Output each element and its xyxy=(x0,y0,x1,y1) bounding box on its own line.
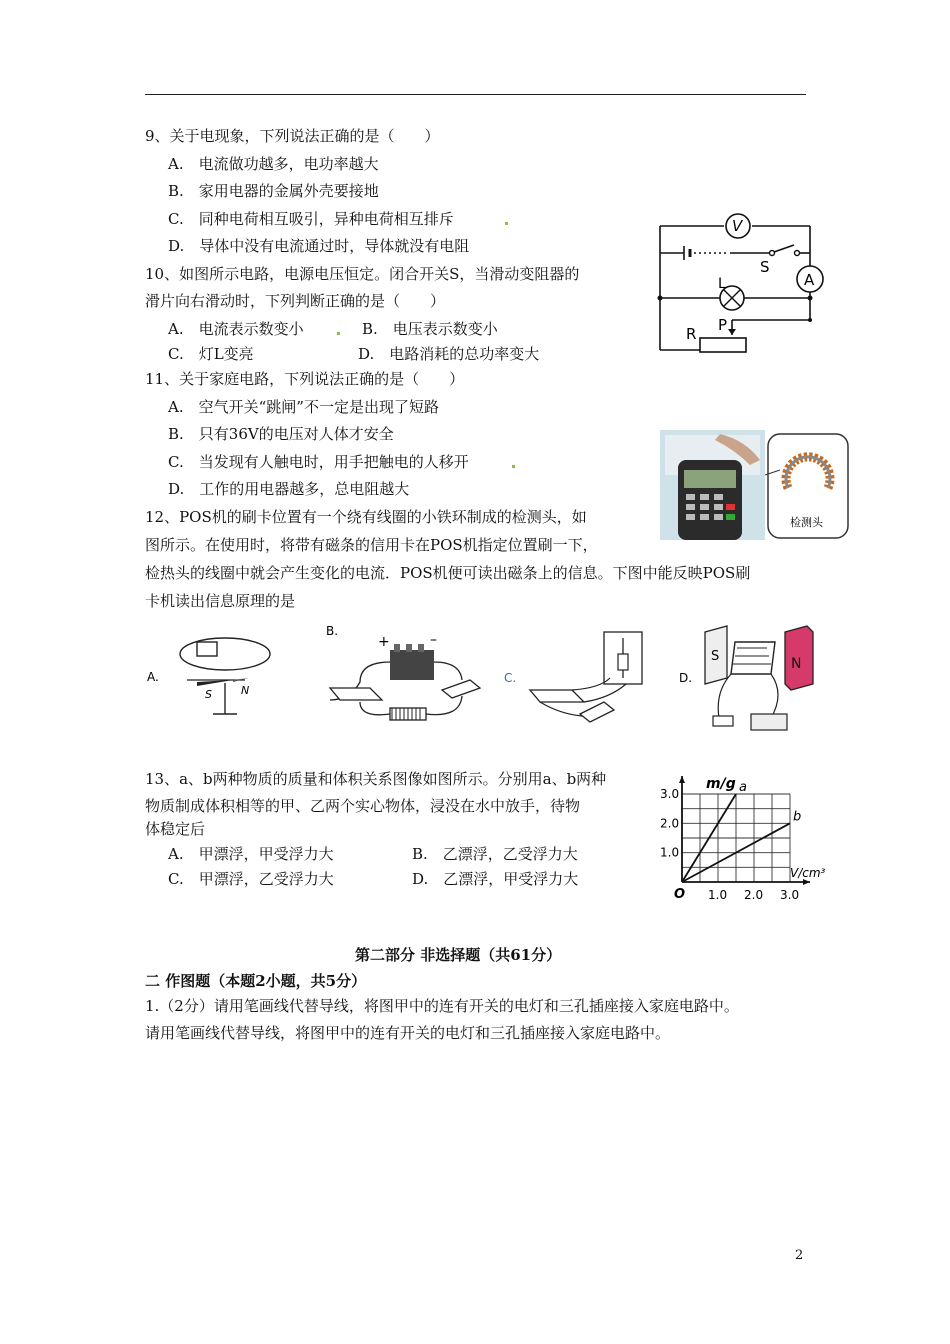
q9-option-c: C. 同种电荷相互吸引，异种电荷相互排斥 xyxy=(168,210,454,228)
q13-line1: 13、a、b两种物质的质量和体积关系图像如图所示。分别用a、b两种 xyxy=(145,770,607,788)
q11-option-c: C. 当发现有人触电时，用手把触电的人移开 xyxy=(168,453,469,471)
scan-dot xyxy=(337,332,340,335)
q13-line3: 体稳定后 xyxy=(145,820,206,838)
lamp-label: L xyxy=(718,276,726,292)
q12-line4: 卡机读出信息原理的是 xyxy=(145,592,296,610)
q12-figure-c-label: C. xyxy=(504,671,517,685)
page-number: 2 xyxy=(795,1248,804,1263)
q12-figure-a xyxy=(145,628,275,728)
part2-title: 第二部分 非选择题（共61分） xyxy=(355,946,562,964)
q12-figure-a-label: A. xyxy=(147,670,159,684)
header-rule xyxy=(145,94,806,95)
svg-text:–: – xyxy=(430,632,437,648)
resistor-label: R xyxy=(686,325,697,343)
q9-option-a: A. 电流做功越多，电功率越大 xyxy=(168,155,379,173)
svg-text:S: S xyxy=(205,688,212,701)
q10-stem-line2: 滑片向右滑动时，下列判断正确的是（ ） xyxy=(145,292,446,310)
q10-option-d: D. 电路消耗的总功率变大 xyxy=(358,345,540,363)
scan-dot xyxy=(505,222,508,225)
q12-figure-d-label: D. xyxy=(679,671,693,685)
pos-detector-label: 检测头 xyxy=(790,516,823,529)
q12-line1: 12、POS机的刷卡位置有一个绕有线圈的小铁环制成的检测头，如 xyxy=(145,508,587,526)
slider-label: P xyxy=(718,316,728,334)
svg-text:N: N xyxy=(241,684,250,697)
part2-q1-line2: 请用笔画线代替导线，将图甲中的连有开关的电灯和三孔插座接入家庭电路中。 xyxy=(145,1024,671,1042)
chart-grid xyxy=(682,794,790,882)
ammeter-label: A xyxy=(804,271,815,289)
chart-origin-label: O xyxy=(674,887,686,902)
q12-line2: 图所示。在使用时，将带有磁条的信用卡在POS机指定位置刷一下， xyxy=(145,536,598,554)
y-axis-arrow xyxy=(679,776,685,783)
q11-option-a: A. 空气开关“跳闸”不一定是出现了短路 xyxy=(168,398,439,416)
q13-line2: 物质制成体积相等的甲、乙两个实心物体，浸没在水中放手，待物 xyxy=(145,797,581,815)
series-label-a: a xyxy=(739,780,747,795)
q10-option-c: C. 灯L变亮 xyxy=(168,345,254,363)
voltmeter-label: V xyxy=(732,217,743,235)
magnet-s-label: S xyxy=(711,649,720,664)
q12-figure-b xyxy=(320,622,485,740)
q12-line3: 检热头的线圈中就会产生变化的电流．POS机便可读出磁条上的信息。下图中能反映POS刷 xyxy=(145,564,751,582)
x-tick-label: 2.0 xyxy=(744,888,764,902)
y-tick-label: 3.0 xyxy=(660,787,680,801)
q11-stem: 11、关于家庭电路，下列说法正确的是（ ） xyxy=(145,370,465,388)
q11-option-d: D. 工作的用电器越多，总电阻越大 xyxy=(168,480,410,498)
q13-option-b: B. 乙漂浮，乙受浮力大 xyxy=(412,845,578,863)
scan-dot xyxy=(512,465,515,468)
x-tick-label: 3.0 xyxy=(780,888,800,902)
q13-option-d: D. 乙漂浮，甲受浮力大 xyxy=(412,870,579,888)
q10-option-a: A. 电流表示数变小 xyxy=(168,320,304,338)
q9-option-d: D. 导体中没有电流通过时，导体就没有电阻 xyxy=(168,237,470,255)
circuit-diagram xyxy=(632,208,834,364)
y-tick-label: 2.0 xyxy=(660,816,680,831)
part2-q1-line1: 1.（2分）请用笔画线代替导线，将图甲中的连有开关的电灯和三孔插座接入家庭电路中。 xyxy=(145,997,739,1015)
q12-figure-c xyxy=(500,628,650,728)
q13-option-c: C. 甲漂浮，乙受浮力大 xyxy=(168,870,334,888)
q9-stem: 9、关于电现象，下列说法正确的是（ ） xyxy=(145,127,440,145)
q9-option-b: B. 家用电器的金属外壳要接地 xyxy=(168,182,379,200)
q13-option-a: A. 甲漂浮，甲受浮力大 xyxy=(168,845,334,863)
q11-option-b: B. 只有36V的电压对人体才安全 xyxy=(168,425,394,443)
q10-option-b: B. 电压表示数变小 xyxy=(362,320,498,338)
q10-stem-line1: 10、如图所示电路，电源电压恒定。闭合开关S，当滑动变阻器的 xyxy=(145,265,580,283)
x-tick-label: 1.0 xyxy=(708,888,728,902)
svg-text:+: + xyxy=(378,634,390,650)
y-tick-label: 1.0 xyxy=(660,845,680,860)
mass-volume-chart xyxy=(658,772,840,902)
chart-x-axis-label: V/cm³ xyxy=(790,866,826,880)
pos-machine-figure xyxy=(660,430,850,540)
series-label-b: b xyxy=(793,809,802,825)
chart-y-axis-label: m/g xyxy=(706,776,736,792)
part2-section-heading: 二 作图题（本题2小题，共5分） xyxy=(145,972,367,990)
q12-figure-d xyxy=(675,622,825,740)
switch-label: S xyxy=(760,258,770,276)
q12-figure-b-label: B. xyxy=(326,624,339,638)
magnet-n-label: N xyxy=(791,656,802,672)
